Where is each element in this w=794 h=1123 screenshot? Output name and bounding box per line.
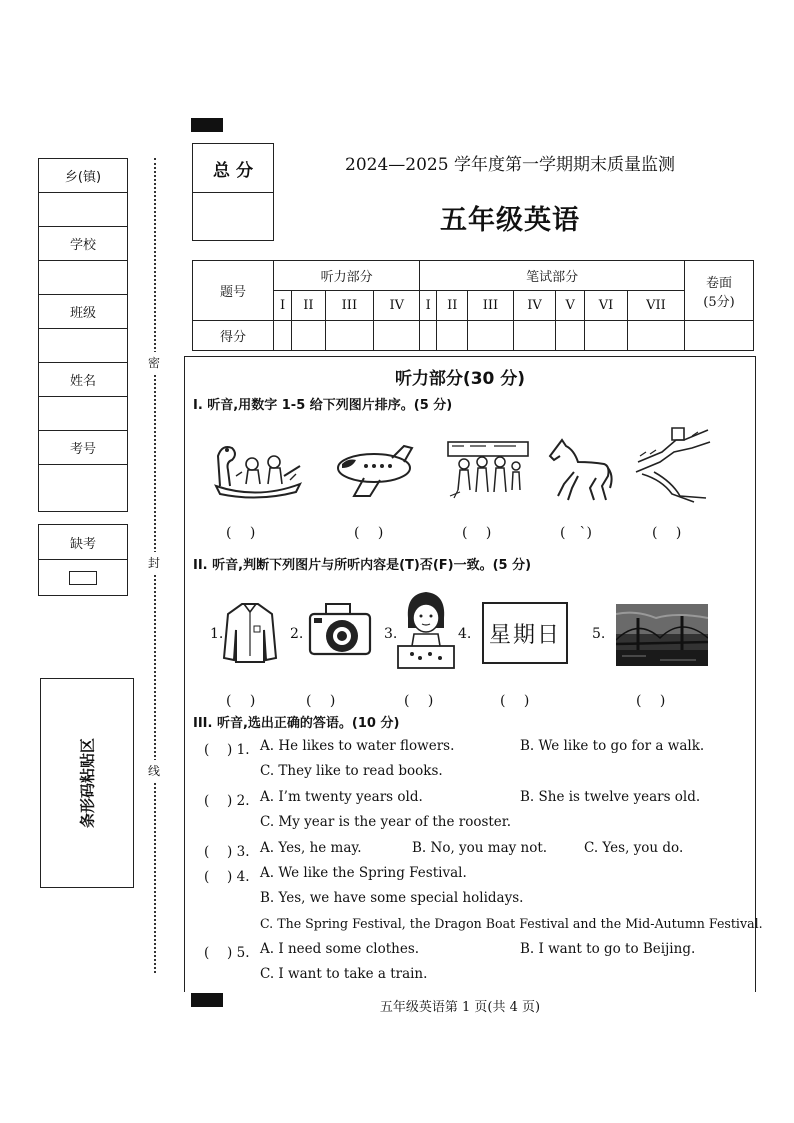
writing-col: I bbox=[420, 291, 437, 321]
section1-blank-3[interactable]: ( ) bbox=[462, 525, 492, 541]
score-cell[interactable] bbox=[556, 321, 585, 351]
q1-option-b: B. We like to go for a walk. bbox=[520, 738, 705, 754]
writing-col: IV bbox=[513, 291, 556, 321]
q1-option-a: A. He likes to water flowers. bbox=[260, 738, 455, 754]
q2-option-b: B. She is twelve years old. bbox=[520, 789, 701, 805]
section1-blank-2[interactable]: ( ) bbox=[354, 525, 384, 541]
score-cell[interactable] bbox=[420, 321, 437, 351]
registration-mark-bottom bbox=[191, 993, 223, 1007]
q5-option-b: B. I want to go to Beijing. bbox=[520, 941, 696, 957]
question-number-header: 题号 bbox=[193, 261, 274, 321]
girl-picture bbox=[396, 588, 456, 670]
writing-col: V bbox=[556, 291, 585, 321]
airplane-picture bbox=[334, 438, 418, 500]
q5-blank[interactable]: ( ) 5. bbox=[204, 945, 250, 961]
section2-blank-5[interactable]: ( ) bbox=[636, 693, 666, 709]
field-label-class: 班级 bbox=[39, 295, 127, 329]
field-label-name: 姓名 bbox=[39, 363, 127, 397]
score-cell[interactable] bbox=[437, 321, 468, 351]
listening-col: IV bbox=[374, 291, 420, 321]
bridge-picture bbox=[616, 604, 708, 666]
score-cell[interactable] bbox=[685, 321, 754, 351]
section2-blank-1[interactable]: ( ) bbox=[226, 693, 256, 709]
section2-blank-2[interactable]: ( ) bbox=[306, 693, 336, 709]
field-input-exam-number[interactable] bbox=[39, 465, 127, 499]
section1-blank-1[interactable]: ( ) bbox=[226, 525, 256, 541]
score-cell[interactable] bbox=[292, 321, 325, 351]
section2-item-number-5: 5. bbox=[592, 626, 606, 642]
score-cell[interactable] bbox=[513, 321, 556, 351]
registration-mark-top bbox=[191, 118, 223, 132]
total-score-input[interactable] bbox=[193, 193, 273, 241]
section3-heading: III. 听音,选出正确的答语。(10 分) bbox=[193, 716, 400, 731]
writing-header: 笔试部分 bbox=[420, 261, 685, 291]
q4-option-b: B. Yes, we have some special holidays. bbox=[260, 890, 524, 906]
total-score-box bbox=[192, 143, 274, 241]
q1-blank[interactable]: ( ) 1. bbox=[204, 742, 250, 758]
section2-item-number-4: 4. bbox=[458, 626, 472, 642]
horse-picture bbox=[544, 436, 614, 504]
part-title: 听力部分(30 分) bbox=[394, 369, 526, 389]
absent-label: 缺考 bbox=[39, 525, 127, 560]
sunday-card-text: 星期日 bbox=[488, 622, 561, 648]
camera-picture bbox=[306, 598, 374, 664]
section1-blank-5[interactable]: ( ) bbox=[652, 525, 682, 541]
subject-title: 五年级英语 bbox=[440, 205, 580, 236]
barcode-area bbox=[40, 678, 134, 888]
great-wall-picture bbox=[632, 422, 714, 506]
sunday-card bbox=[482, 602, 568, 664]
q3-option-a: A. Yes, he may. bbox=[260, 840, 362, 856]
neatness-header bbox=[685, 261, 754, 321]
section2-item-number-3: 3. bbox=[384, 626, 398, 642]
student-info-box bbox=[38, 158, 128, 512]
score-row-label: 得分 bbox=[193, 321, 274, 351]
writing-col: VII bbox=[627, 291, 684, 321]
section2-blank-3[interactable]: ( ) bbox=[404, 693, 434, 709]
section1-heading: I. 听音,用数字 1-5 给下列图片排序。(5 分) bbox=[193, 398, 453, 413]
seal-char-1: 密 bbox=[148, 352, 160, 373]
q4-option-c: C. The Spring Festival, the Dragon Boat Festival and the Mid-Autumn Festival. bbox=[260, 916, 763, 931]
score-table bbox=[192, 260, 754, 351]
score-cell[interactable] bbox=[325, 321, 374, 351]
absent-box bbox=[38, 524, 128, 596]
q2-option-c: C. My year is the year of the rooster. bbox=[260, 814, 512, 830]
score-cell[interactable] bbox=[585, 321, 628, 351]
writing-col: III bbox=[468, 291, 513, 321]
score-cell[interactable] bbox=[468, 321, 513, 351]
field-input-class[interactable] bbox=[39, 329, 127, 363]
writing-col: II bbox=[437, 291, 468, 321]
page-footer: 五年级英语第 1 页(共 4 页) bbox=[379, 1000, 541, 1015]
family-picture bbox=[446, 440, 530, 500]
q4-blank[interactable]: ( ) 4. bbox=[204, 869, 250, 885]
section2-heading: II. 听音,判断下列图片与所听内容是(T)否(F)一致。(5 分) bbox=[193, 558, 532, 573]
q2-option-a: A. I’m twenty years old. bbox=[260, 789, 423, 805]
exam-title: 2024—2025 学年度第一学期期末质量监测 bbox=[345, 155, 675, 175]
q5-option-c: C. I want to take a train. bbox=[260, 966, 428, 982]
field-input-town[interactable] bbox=[39, 193, 127, 227]
q4-option-a: A. We like the Spring Festival. bbox=[260, 865, 467, 881]
seal-char-3: 线 bbox=[148, 760, 160, 781]
field-input-school[interactable] bbox=[39, 261, 127, 295]
writing-col: VI bbox=[585, 291, 628, 321]
listening-col: III bbox=[325, 291, 374, 321]
absent-checkbox[interactable] bbox=[69, 571, 97, 585]
field-label-exam-number: 考号 bbox=[39, 431, 127, 465]
q3-blank[interactable]: ( ) 3. bbox=[204, 844, 250, 860]
total-score-label: 总 分 bbox=[193, 144, 273, 193]
listening-col: II bbox=[292, 291, 325, 321]
field-label-town: 乡(镇) bbox=[39, 159, 127, 193]
q5-option-a: A. I need some clothes. bbox=[260, 941, 420, 957]
listening-header: 听力部分 bbox=[274, 261, 420, 291]
section2-item-number-2: 2. bbox=[290, 626, 304, 642]
absent-checkbox-cell bbox=[39, 560, 127, 595]
q2-blank[interactable]: ( ) 2. bbox=[204, 793, 250, 809]
sweater-picture bbox=[222, 600, 278, 666]
neatness-points: (5分) bbox=[703, 294, 735, 310]
neatness-label: 卷面 bbox=[705, 275, 732, 291]
dragon-boat-picture bbox=[212, 436, 304, 502]
field-label-school: 学校 bbox=[39, 227, 127, 261]
q3-option-c: C. Yes, you do. bbox=[584, 840, 684, 856]
score-cell[interactable] bbox=[627, 321, 684, 351]
section2-item-number-1: 1. bbox=[210, 626, 224, 642]
score-cell[interactable] bbox=[374, 321, 420, 351]
seal-char-2: 封 bbox=[148, 552, 160, 573]
field-input-name[interactable] bbox=[39, 397, 127, 431]
listening-col: I bbox=[274, 291, 292, 321]
section2-blank-4[interactable]: ( ) bbox=[500, 693, 530, 709]
q3-option-b: B. No, you may not. bbox=[412, 840, 548, 856]
section1-blank-4[interactable]: ( `) bbox=[560, 525, 592, 541]
barcode-label: 条形码粘贴区 bbox=[78, 737, 97, 829]
q1-option-c: C. They like to read books. bbox=[260, 763, 443, 779]
score-cell[interactable] bbox=[274, 321, 292, 351]
